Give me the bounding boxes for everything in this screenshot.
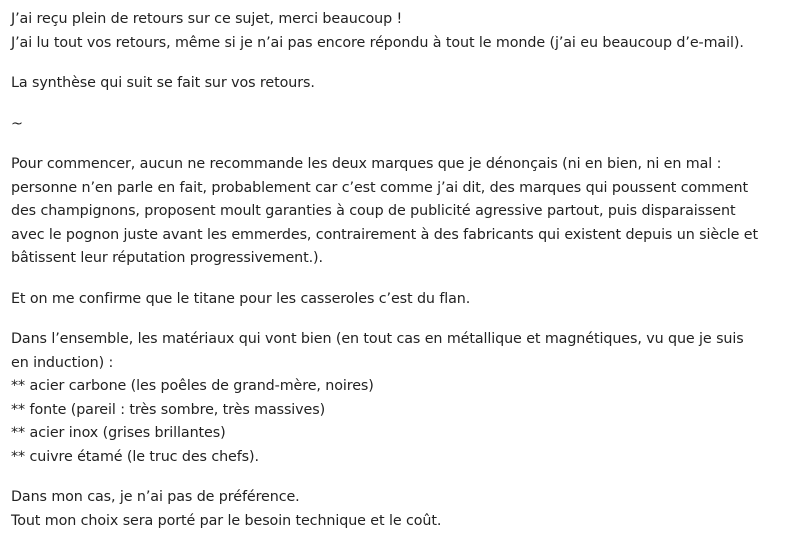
list-item: ** fonte (pareil : très sombre, très massives)	[11, 401, 326, 418]
text-line: J’ai reçu plein de retours sur ce sujet, merci beaucoup !	[11, 11, 403, 27]
text-line: La synthèse qui suit se fait sur vos retours.	[11, 75, 315, 91]
paragraph-brands	[11, 153, 796, 271]
list-item: ** cuivre étamé (le truc des chefs).	[11, 448, 259, 465]
text-line: personne n’en parle en fait, probablement car c’est comme j’ai dit, des marques qui poussent comment	[11, 179, 748, 196]
paragraph-materials	[11, 328, 796, 469]
paragraph-thanks	[11, 8, 796, 55]
text-line: des champignons, proposent moult garanties à coup de publicité agressive partout, puis disparaissent	[11, 203, 736, 219]
separator-tilde: ~	[11, 115, 23, 132]
paragraph-synthesis-intro	[11, 72, 796, 96]
paragraph-conclusion	[11, 486, 796, 533]
list-item: ** acier carbone (les poêles de grand-mère, noires)	[11, 378, 374, 394]
text-line: Dans l’ensemble, les matériaux qui vont bien (en tout cas en métallique et magnétiques, vu que je suis	[11, 331, 744, 347]
text-line: Et on me confirme que le titane pour les casseroles c’est du flan.	[11, 290, 471, 307]
text-line: avec le pognon juste avant les emmerdes, contrairement à des fabricants qui existent depuis un siècle et	[11, 226, 758, 243]
text-line: Dans mon cas, je n’ai pas de préférence.	[11, 489, 300, 505]
paragraph-titanium	[11, 288, 796, 312]
paragraph-separator	[11, 113, 796, 137]
text-line: Pour commencer, aucun ne recommande les deux marques que je dénonçais (ni en bien, ni en mal :	[11, 156, 722, 172]
text-line: bâtissent leur réputation progressivement.).	[11, 250, 323, 266]
article-body	[11, 8, 796, 550]
text-line: J’ai lu tout vos retours, même si je n’ai pas encore répondu à tout le monde (j’ai eu beaucoup d’e-mail).	[11, 34, 744, 51]
list-item: ** acier inox (grises brillantes)	[11, 425, 226, 441]
text-line: en induction) :	[11, 354, 114, 371]
text-line: Tout mon choix sera porté par le besoin technique et le coût.	[11, 512, 442, 529]
